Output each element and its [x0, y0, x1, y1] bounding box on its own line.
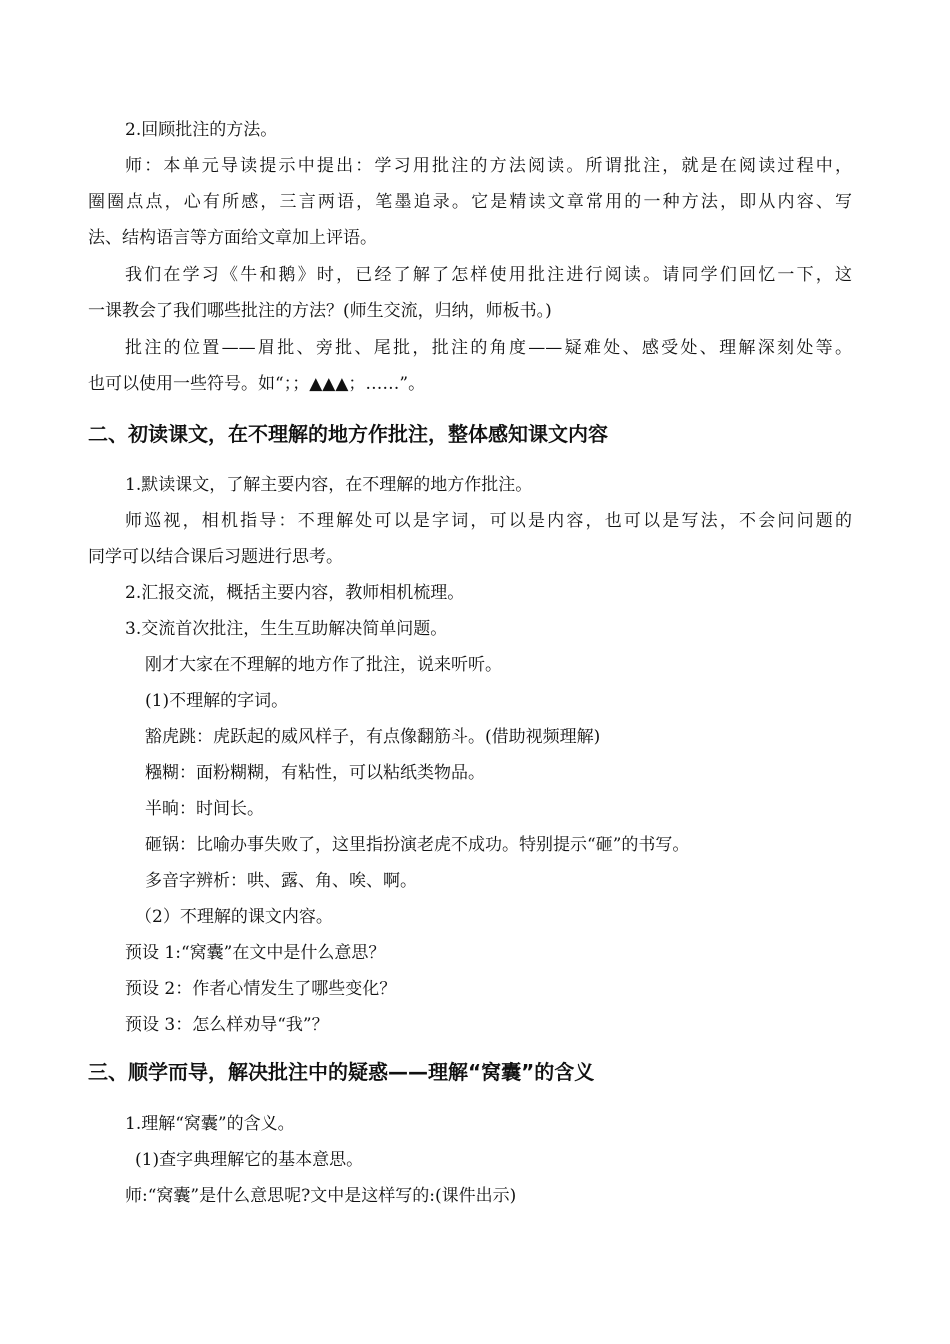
preset-item: 预设 2：作者心情发生了哪些变化？: [125, 979, 397, 999]
word-explanation: 砸锅：比喻办事失败了，这里指扮演老虎不成功。特别提示“砸”的书写。: [145, 835, 690, 855]
word-explanation: 糨糊：面粉糊糊，有粘性，可以粘纸类物品。: [145, 763, 485, 783]
paragraph-line: 一课教会了我们哪些批注的方法？(师生交流，归纳，师板书。): [88, 301, 552, 321]
preset-item: 预设 1:“窝囊”在文中是什么意思？: [125, 943, 386, 963]
word-explanation: 多音字辨析：哄、露、角、唉、啊。: [145, 871, 417, 891]
paragraph-line: 师：本单元导读提示中提出：学习用批注的方法阅读。所谓批注，就是在阅读过程中，: [125, 156, 852, 176]
sub-item: (1)查字典理解它的基本意思。: [135, 1150, 364, 1170]
step-item: 1.理解“窝囊”的含义。: [125, 1114, 295, 1134]
sub-item: （2）不理解的课文内容。: [135, 907, 333, 927]
paragraph-line: 同学可以结合课后习题进行思考。: [88, 547, 343, 567]
paragraph-line: 刚才大家在不理解的地方作了批注，说来听听。: [145, 655, 502, 675]
paragraph-line: 批注的位置——眉批、旁批、尾批，批注的角度——疑难处、感受处、理解深刻处等。: [125, 338, 852, 358]
paragraph-line: 圈圈点点，心有所感，三言两语，笔墨追录。它是精读文章常用的一种方法，即从内容、写: [88, 192, 852, 212]
paragraph-line: 法、结构语言等方面给文章加上评语。: [88, 228, 377, 248]
word-explanation: 豁虎跳：虎跃起的威风样子，有点像翻筋斗。(借助视频理解): [145, 727, 601, 747]
word-explanation: 半晌：时间长。: [145, 799, 264, 819]
paragraph-line: 师巡视，相机指导：不理解处可以是字词，可以是内容，也可以是写法，不会问问题的: [125, 511, 852, 531]
paragraph-line: 我们在学习《牛和鹅》时，已经了解了怎样使用批注进行阅读。请同学们回忆一下，这: [125, 265, 852, 285]
paragraph-line: 也可以使用一些符号。如“；；▲▲▲；……”。: [88, 374, 426, 394]
sub-item: (1)不理解的字词。: [145, 691, 289, 711]
step-item: 2.汇报交流，概括主要内容，教师相机梳理。: [125, 583, 465, 603]
step-item: 3.交流首次批注，生生互助解决简单问题。: [125, 619, 448, 639]
section-heading: 二、初读课文，在不理解的地方作批注，整体感知课文内容: [88, 422, 608, 446]
paragraph-line: 师:“窝囊”是什么意思呢?文中是这样写的:(课件出示): [125, 1186, 517, 1206]
preset-item: 预设 3：怎么样劝导“我”？: [125, 1015, 329, 1035]
section-heading: 三、顺学而导，解决批注中的疑惑——理解“窝囊”的含义: [88, 1060, 595, 1084]
step-review-annotation-methods: 2.回顾批注的方法。: [125, 120, 278, 140]
step-item: 1.默读课文，了解主要内容，在不理解的地方作批注。: [125, 475, 533, 495]
